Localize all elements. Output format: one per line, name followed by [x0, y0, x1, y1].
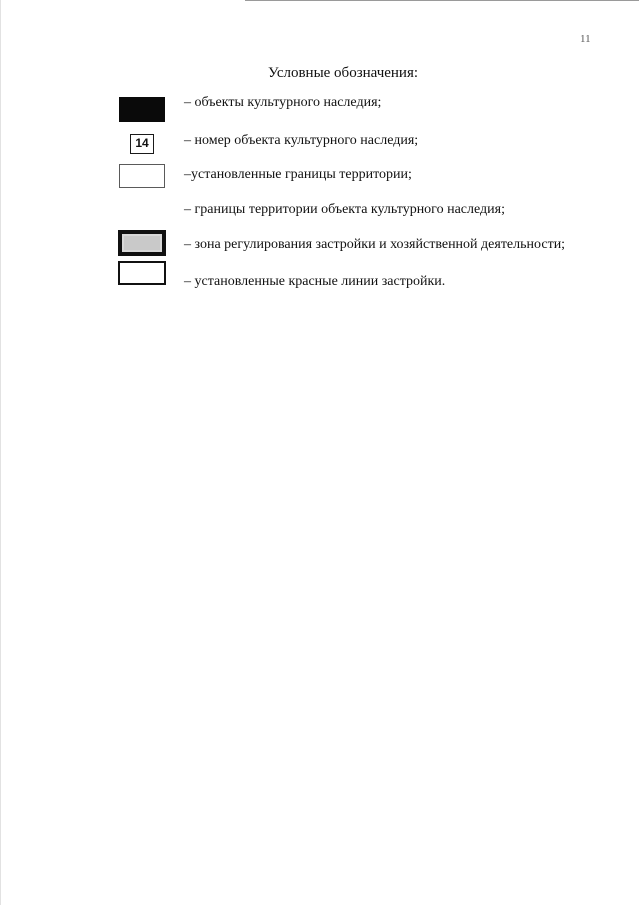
territory-boundary-symbol [119, 164, 165, 188]
heritage-number-symbol: 14 [130, 134, 154, 154]
heritage-object-symbol [119, 97, 165, 122]
legend-item-heritage-objects: – объекты культурного наследия; [184, 95, 382, 110]
legend-item-territory-boundaries: –установленные границы территории; [184, 167, 412, 182]
development-regulation-zone-symbol [118, 230, 166, 256]
page-edge [0, 0, 1, 905]
legend-item-red-lines: – установленные красные линии застройки. [184, 274, 446, 289]
legend-item-heritage-number: – номер объекта культурного наследия; [184, 133, 419, 148]
legend-title: Условные обозначения: [268, 65, 419, 81]
red-line-symbol [118, 261, 166, 285]
legend-item-regulation-zone: – зона регулирования застройки и хозяйственной деятельности; [184, 237, 566, 252]
page-number: 11 [580, 33, 591, 45]
zone-symbol-fill [124, 236, 160, 250]
legend-item-heritage-territory-boundaries: – границы территории объекта культурного наследия; [184, 202, 505, 217]
top-rule [245, 0, 639, 1]
